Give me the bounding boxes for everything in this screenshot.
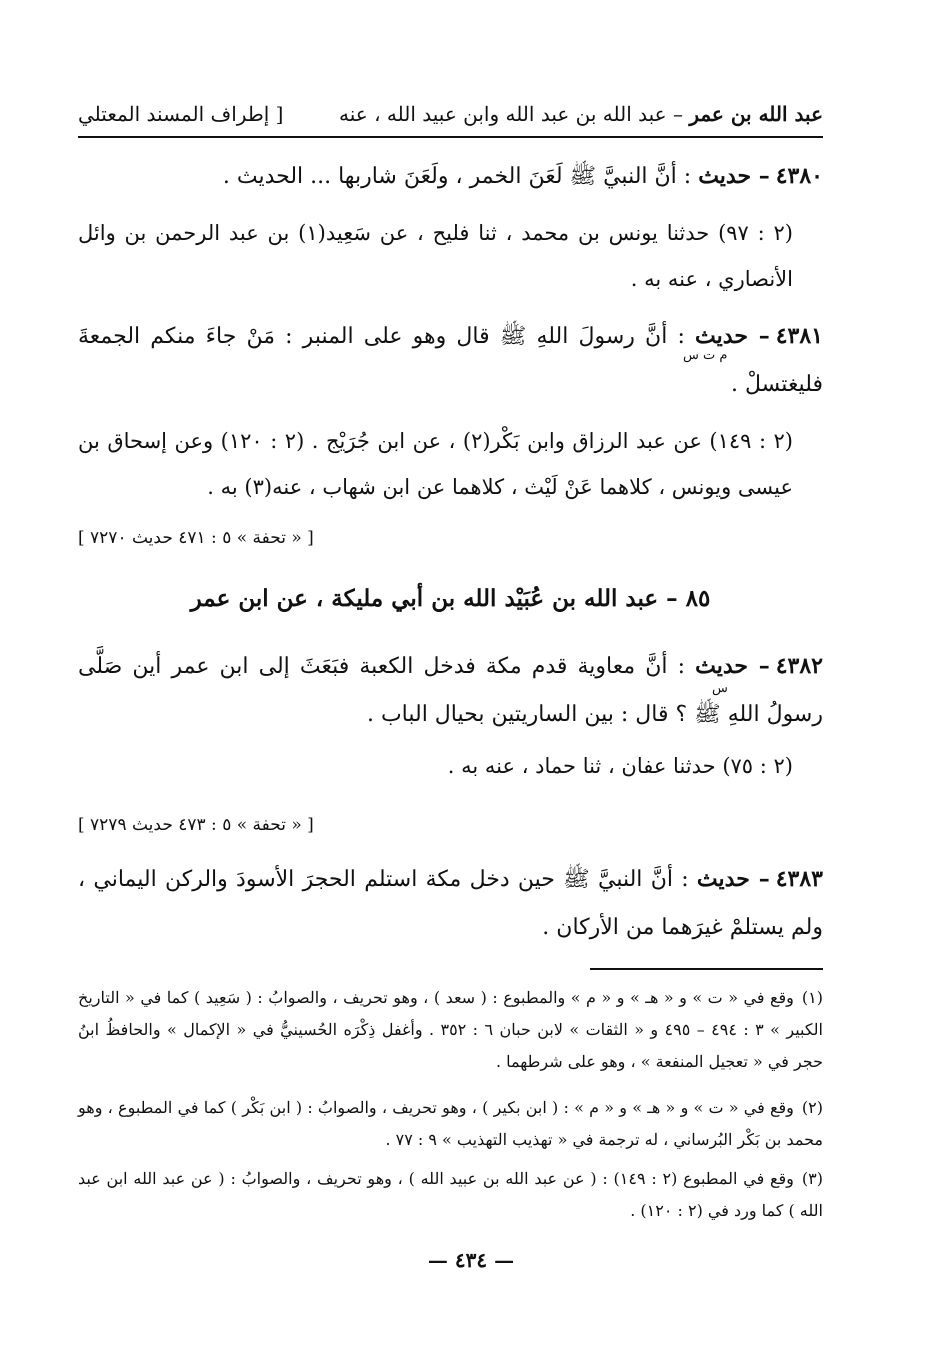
footnote-3: [78, 1163, 823, 1227]
header-right: [339, 102, 823, 126]
hadith-4380: [78, 152, 823, 201]
hadith-keyword: – حديث: [695, 653, 770, 679]
hadith-keyword: – حديث: [696, 866, 770, 892]
header-left-title: [ إطراف المسند المعتلي: [78, 102, 284, 126]
isnad-4380: (٢ : ٩٧) حدثنا يونس بن محمد ، ثنا فليح ، عن سَعِيد(١) بن عبد الرحمن بن وائل الأنصاري ، عنه به .: [78, 221, 793, 291]
isnad-4381: (٢ : ١٤٩) عن عبد الرزاق وابن بَكْر(٢) ، عن ابن جُرَيْج . (٢ : ١٢٠) وعن إسحاق بن عيسى ويونس ، كلاهما عَنْ لَيْث ، كلاهما عن ابن شهاب ، عنه(٣) به .: [78, 429, 793, 499]
tuhfa-text: [ « تحفة » ٥ : ٤٧٣ حديث ٧٢٧٩ ]: [78, 815, 314, 835]
footnote-text: وقع في « ت » و « هـ » و « م » : ( ابن بكير ) ، وهو تحريف ، والصوابُ : ( ابن بَكْر ) كما في المطبوع ، وهو محمد بن بَكْر البُرساني ، له ترجمة في « تهذيب التهذيب » ٩ : ٧٧ .: [78, 1098, 823, 1149]
header-rule: [78, 136, 823, 138]
footnote-1: [78, 982, 823, 1078]
hadith-text: : أنَّ النبيَّ ﷺ لَعَنَ الخمر ، ولَعَنَ شاربها ... الحديث .: [222, 164, 699, 189]
tuhfa-text: [ « تحفة » ٥ : ٤٧١ حديث ٧٢٧٠ ]: [78, 528, 314, 548]
hadith-keyword: – حديث: [698, 163, 770, 189]
hadith-number: ٤٣٨٣: [775, 866, 823, 892]
symbol-marks: س: [712, 681, 728, 696]
footnote-text: وقع في المطبوع (٢ : ١٤٩) : ( عن عبد الله بن عبيد الله ) ، وهو تحريف ، والصوابُ : ( عن عبد الله ابن عبد الله ) كما ورد في (٢ : ١٢٠) .: [78, 1169, 823, 1220]
hadith-text: : أنَّ رسولَ اللهِ ﷺ قال وهو على المنبر : مَنْ جاءَ منكم الجمعةَ فليغتسلْ .: [78, 324, 823, 397]
page-number: — ٤٣٤ —: [427, 1248, 515, 1272]
section-title: ٨٥ – عبد الله بن عُبَيْد الله بن أبي مليكة ، عن ابن عمر: [190, 585, 711, 612]
running-header: [78, 96, 823, 132]
hadith-4383: [78, 855, 823, 952]
symbol-marks: م ت س: [683, 348, 728, 363]
header-right-title: عبد الله بن عمر: [689, 102, 823, 126]
hadith-number: ٤٣٨٢: [775, 653, 823, 679]
tuhfa-ref-4381: [78, 528, 823, 548]
footnote-text: وقع في « ت » و « هـ » و « م » والمطبوع : ( سعد ) ، وهو تحريف ، والصوابُ : ( سَعِيد ) كما في « التاريخ الكبير » ٣ : ٤٩٤ – ٤٩٥ و « الثقات » لابن حبان ٦ : ٣٥٢ . وأغفل ذِكْرَه الحُسينيُّ في « الإكمال » والحافظُ ابنُ حجر في « تعجيل المنفعة » ، وهو على شرطهما .: [78, 988, 824, 1071]
footnote-number: (١): [801, 988, 824, 1007]
footnote-2: [78, 1092, 823, 1156]
header-right-subtitle: – عبد الله بن عبد الله وابن عبيد الله ، عنه: [339, 102, 690, 126]
footnote-rule: [590, 968, 823, 970]
hadith-keyword: – حديث: [695, 323, 770, 349]
hadith-number: ٤٣٨١: [775, 323, 823, 349]
hadith-number: ٤٣٨٠: [775, 163, 823, 189]
footnote-number: (٢): [801, 1098, 823, 1117]
hadith-text: : أنَّ معاوية قدم مكة فدخل الكعبة فبَعَثَ إلى ابن عمر أين صَلَّى رسولُ اللهِ ﷺ ؟ قال : بين الساريتين بحيال الباب .: [78, 654, 823, 727]
tuhfa-ref-4382: [78, 815, 823, 835]
isnad-4382: (٢ : ٧٥) حدثنا عفان ، ثنا حماد ، عنه به .: [447, 754, 793, 778]
hadith-text: : أنَّ النبيَّ ﷺ حين دخل مكة استلم الحجرَ الأسودَ والركن اليماني ، ولم يستلمْ غيرَهما من الأركان .: [78, 867, 823, 940]
footnote-number: (٣): [801, 1169, 823, 1188]
